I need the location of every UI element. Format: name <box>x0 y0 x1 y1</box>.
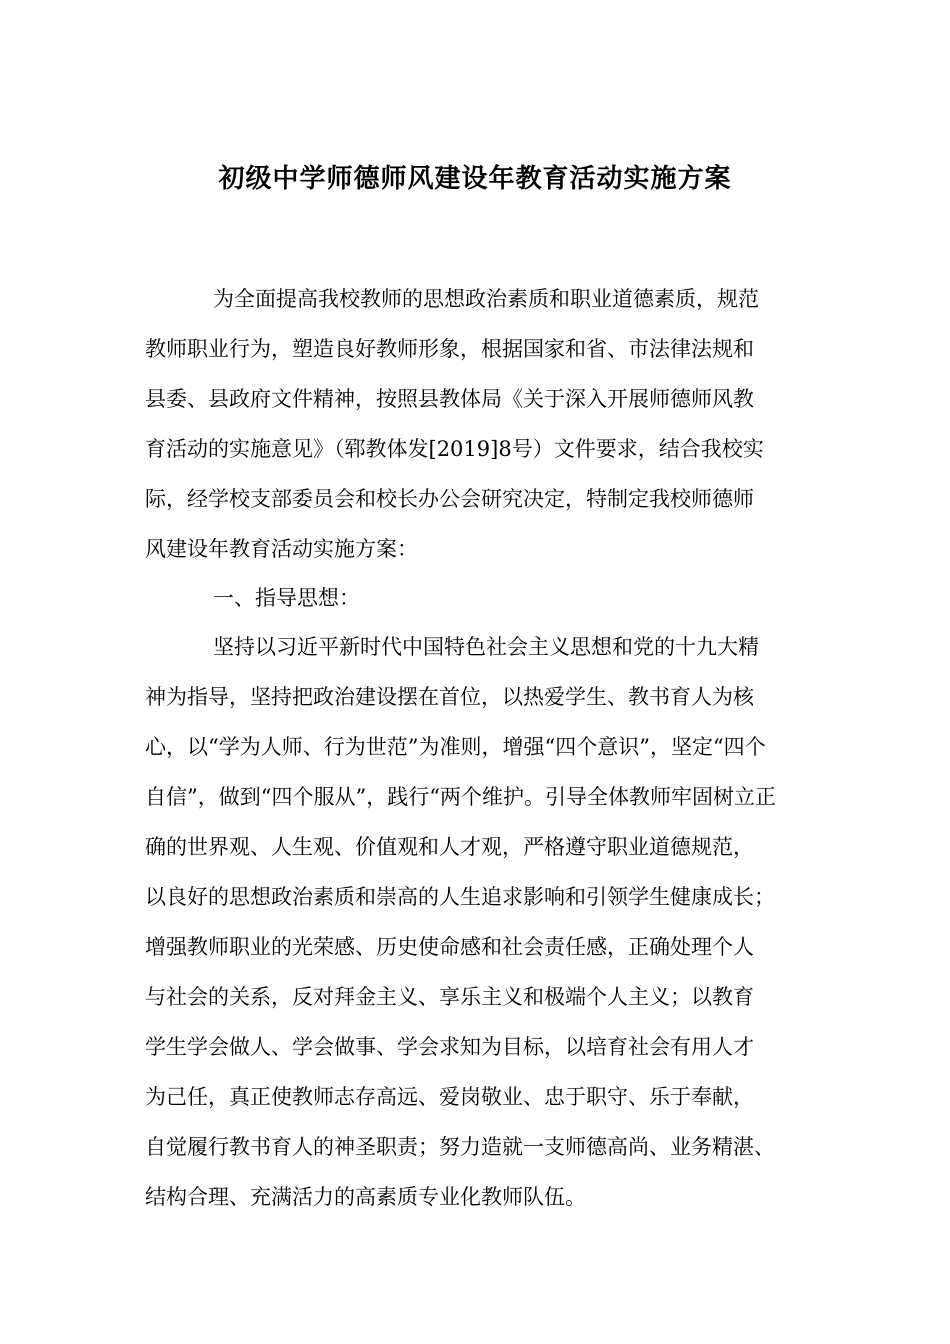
body-line-5: 确的世界观、人生观、价值观和人才观，严格遵守职业道德规范， <box>145 835 754 859</box>
section-heading-guiding-ideology: 一、指导思想： <box>213 586 360 610</box>
document-title: 初级中学师德师风建设年教育活动实施方案 <box>218 164 732 194</box>
body-line-9: 学生学会做人、学会做事、学会求知为目标，以培育社会有用人才 <box>145 1035 754 1059</box>
intro-line-5: 际，经学校支部委员会和校长办公会研究决定，特制定我校师德师 <box>145 487 754 511</box>
intro-line-4: 育活动的实施意见》（郓教体发[2019]8号）文件要求，结合我校实 <box>145 437 764 461</box>
body-line-10: 为己任，真正使教师志存高远、爱岗敬业、忠于职守、乐于奉献， <box>145 1085 754 1109</box>
body-line-2: 神为指导，坚持把政治建设摆在首位，以热爱学生、教书育人为核 <box>145 685 754 709</box>
intro-line-6: 风建设年教育活动实施方案： <box>145 537 418 561</box>
body-line-1: 坚持以习近平新时代中国特色社会主义思想和党的十九大精 <box>213 635 759 659</box>
body-line-6: 以良好的思想政治素质和崇高的人生追求影响和引领学生健康成长； <box>145 885 775 909</box>
intro-line-3: 县委、县政府文件精神，按照县教体局《关于深入开展师德师风教 <box>145 387 754 411</box>
intro-line-1: 为全面提高我校教师的思想政治素质和职业道德素质，规范 <box>213 287 759 311</box>
body-line-3: 心，以“学为人师、行为世范”为准则，增强“四个意识”，坚定“四个 <box>145 735 766 759</box>
body-line-4: 自信”，做到“四个服从”，践行“两个维护。引导全体教师牢固树立正 <box>145 785 776 809</box>
intro-line-2: 教师职业行为，塑造良好教师形象，根据国家和省、市法律法规和 <box>145 337 754 361</box>
body-line-11: 自觉履行教书育人的神圣职责；努力造就一支师德高尚、业务精湛、 <box>145 1135 775 1159</box>
body-line-7: 增强教师职业的光荣感、历史使命感和社会责任感，正确处理个人 <box>145 935 754 959</box>
body-line-12: 结构合理、充满活力的高素质专业化教师队伍。 <box>145 1185 586 1209</box>
body-line-8: 与社会的关系，反对拜金主义、享乐主义和极端个人主义；以教育 <box>145 985 754 1009</box>
